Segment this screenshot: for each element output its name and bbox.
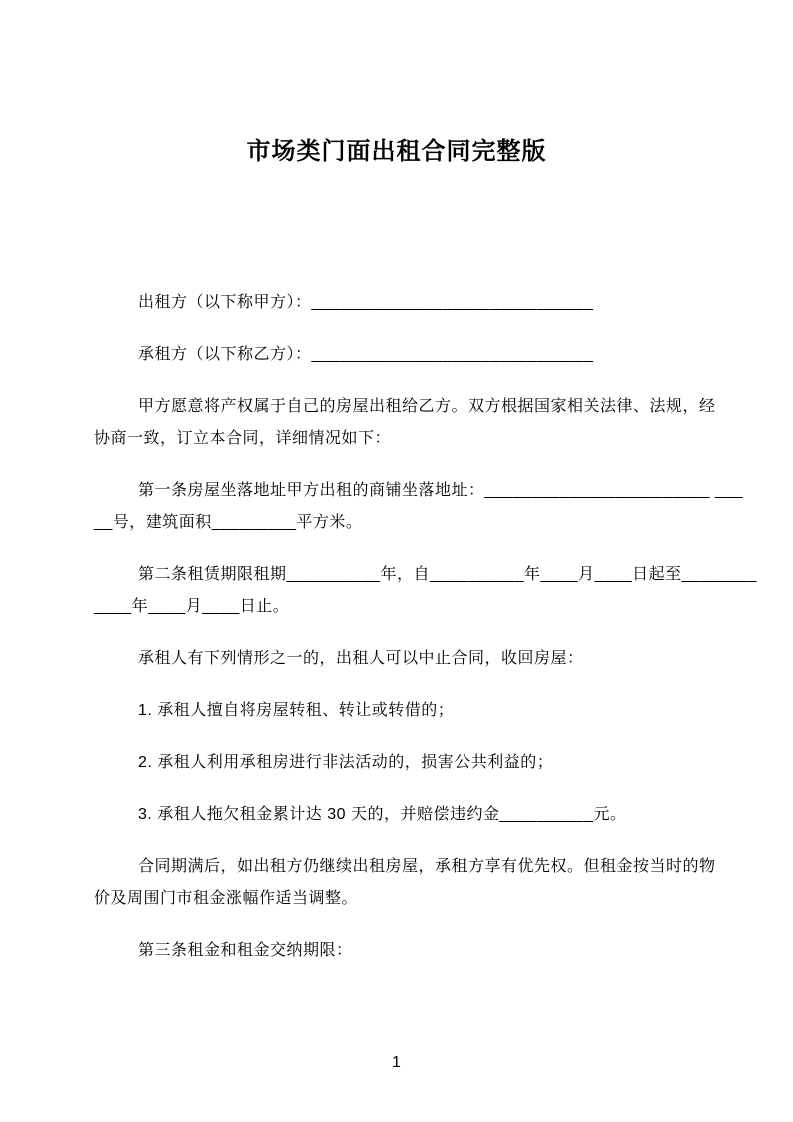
text-line: 合同期满后，如出租方仍继续出租房屋，承租方享有优先权。但租金按当时的物: [138, 858, 716, 875]
text-line: 价及周围门市租金涨幅作适当调整。: [94, 890, 359, 907]
text-line: 3. 承租人拖欠租金累计达 30 天的，并赔偿违约金__________元。: [138, 806, 627, 823]
page-footer: [0, 1051, 793, 1075]
paragraph: [94, 695, 713, 727]
text-line: 甲方愿意将产权属于自己的房屋出租给乙方。双方根据国家相关法律、法规，经: [138, 398, 716, 415]
text-line: 第二条租赁期限租期__________年，自__________年____月____日起至________: [138, 566, 757, 583]
text-line: 第三条租金和租金交纳期限：: [138, 942, 353, 959]
document-title: 市场类门面出租合同完整版: [246, 138, 547, 165]
page-number: 1: [392, 1054, 401, 1071]
text-line: __号，建筑面积_________平方米。: [94, 514, 363, 531]
paragraph: [94, 475, 744, 539]
paragraph: [94, 391, 716, 455]
document-body: [94, 287, 757, 967]
paragraph: [94, 799, 713, 831]
paragraph: [94, 287, 713, 319]
paragraph: [94, 851, 716, 915]
paragraph: [94, 559, 757, 623]
paragraph: [94, 935, 713, 967]
text-line: ____年____月____日止。: [94, 598, 290, 615]
paragraph: [94, 747, 713, 779]
text-line: 协商一致，订立本合同，详细情况如下：: [94, 430, 392, 447]
text-line: 承租方（以下称乙方）：______________________________: [138, 346, 594, 363]
text-line: 1. 承租人擅自将房屋转租、转让或转借的；: [138, 702, 455, 719]
text-line: 第一条房屋坐落地址甲方出租的商铺坐落地址：________________________ ___: [138, 482, 744, 499]
text-line: 承租人有下列情形之一的，出租人可以中止合同，收回房屋：: [138, 650, 584, 667]
paragraph: [94, 643, 713, 675]
text-line: 出租方（以下称甲方）：______________________________: [138, 294, 594, 311]
paragraph: [94, 339, 713, 371]
text-line: 2. 承租人利用承租房进行非法活动的，损害公共利益的；: [138, 754, 554, 771]
